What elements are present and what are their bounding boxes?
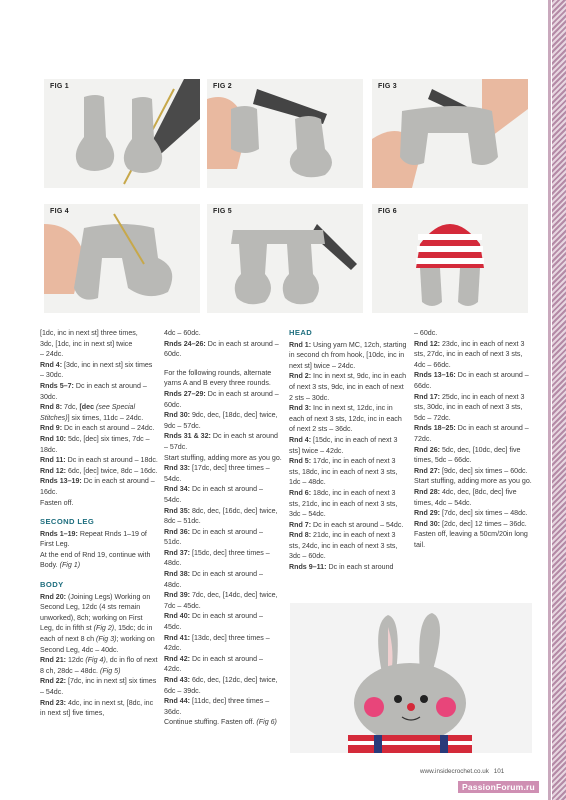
text-run: Rnds 13–16: (414, 371, 456, 380)
fig-label: FIG 2 (213, 83, 233, 90)
fig-1-photo (44, 79, 200, 188)
instruction (289, 340, 407, 372)
text-line: – 24dc. (40, 350, 64, 359)
text-run: Rnd 2: (289, 372, 312, 381)
fig-3-image (372, 79, 528, 188)
text-run: 5dc, [dec] six times, 7dc – 18dc. (40, 434, 150, 454)
text-run: Rnd 30: (414, 519, 441, 528)
text-run: Rnd 9: (40, 424, 63, 433)
text-run: [7dc, dec] six times – 48dc. (440, 509, 528, 518)
text-run: 6dc, [dec] twice, 8dc – 16dc. (66, 466, 158, 475)
text-run: 7dc, dec, [14dc, dec] twice, 7dc – 45dc. (164, 591, 278, 610)
text-run: Rnd 21: (40, 656, 67, 665)
text-run: Rnd 7: (289, 520, 312, 529)
text-run: Dc in each st around – 42dc. (164, 654, 263, 674)
text-run: Rnd 27: (414, 466, 441, 475)
text-run: (Fig 4) (85, 656, 106, 665)
text-run: Rnd 35: (164, 506, 191, 515)
text-run: Rnd 23: (40, 698, 67, 707)
instruction (164, 675, 282, 696)
text-run: Rnd 3: (289, 404, 312, 413)
text-run: ; working on Second Leg, 4dc – 40dc. (40, 635, 155, 654)
text-run: , dc in flo of next 8 ch, 28dc – 48dc. (40, 656, 158, 675)
section-heading-second-leg: SECOND LEG (40, 517, 95, 527)
instruction: For the following rounds, alternate yarns A and B every three rounds. (164, 368, 272, 388)
text-run: Rnd 28: (414, 487, 441, 496)
text-run: Rnds 13–19: (40, 477, 82, 486)
instruction (164, 389, 282, 410)
bunny-image (290, 603, 532, 753)
text-run: Dc in each st around – 48dc. (164, 570, 263, 589)
text-column-1 (40, 328, 158, 719)
instruction (40, 402, 158, 423)
instruction (289, 488, 407, 520)
instruction (40, 381, 158, 402)
instruction (289, 562, 407, 573)
instruction (40, 655, 158, 676)
watermark: PassionForum.ru (458, 781, 539, 793)
text-run: Continue stuffing. Fasten off. (164, 718, 257, 727)
instruction (164, 484, 282, 505)
fig-3-photo (372, 79, 528, 188)
text-line: 4dc – 60dc. (164, 329, 201, 337)
text-run: Rnds 27–29: (164, 389, 206, 398)
section-heading-head: HEAD (289, 328, 313, 337)
instruction (40, 529, 158, 550)
instruction (164, 527, 282, 548)
text-run: Rnd 37: (164, 548, 191, 557)
decorative-border (552, 0, 566, 800)
text-run: (Fig 1) (59, 561, 81, 570)
text-run: Dc in each st around – 54dc. (311, 520, 404, 529)
fig-5-image (207, 204, 363, 313)
fig-4-photo (44, 204, 200, 313)
instruction (164, 431, 282, 452)
instruction (164, 410, 282, 431)
fig-6-photo (372, 204, 528, 313)
instruction (289, 403, 407, 435)
text-run: Rnd 26: (414, 445, 441, 454)
text-run: Dc in each st around – 16dc. (40, 477, 155, 496)
text-run: Rnds 31 & 32: (164, 432, 211, 441)
instruction (414, 508, 532, 519)
text-run: Dc in each st around – 30dc. (40, 381, 147, 401)
text-run: 12dc (66, 656, 86, 665)
instruction (40, 455, 158, 466)
text-run: Rnd 5: (289, 457, 312, 466)
text-run: 21dc, inc in each of next 3 sts, 24dc, inc in each of next 3 sts, 3dc – 60dc. (289, 531, 398, 561)
fig-5-photo (207, 204, 363, 313)
instruction (164, 696, 282, 717)
instruction: Start stuffing, adding more as you go. (164, 453, 282, 462)
text-run: Inc in next st, 12dc, inc in each of next 3 sts, 12dc, inc in each of next 2 sts – 36dc. (289, 404, 402, 434)
text-run: Rnds 18–25: (414, 424, 456, 433)
text-line: – 60dc. (414, 329, 438, 337)
text-run: [17dc, dec] three times – 54dc. (164, 464, 270, 483)
text-run: Rnd 36: (164, 527, 191, 536)
text-run: Rnd 8: (289, 531, 312, 540)
text-line: 3dc, [1dc, inc in next st] twice (40, 339, 133, 348)
instruction (414, 423, 532, 444)
text-run: Dc in each st around – 57dc. (164, 432, 278, 451)
text-run: Using yarn MC, 12ch, starting in second ch from hook, [10dc, inc in next st] twice – 24dc. (289, 340, 407, 370)
instruction: Fasten off, leaving a 50cm/20in long tail. (414, 530, 528, 549)
fig-6-image (372, 204, 528, 313)
text-run: [3dc, inc in next st] six times – 30dc. (40, 360, 153, 380)
instruction (414, 339, 532, 371)
text-run: Rnd 22: (40, 677, 67, 686)
text-run: 17dc, inc in each of next 3 sts, 18dc, inc in each of next 3 sts, 1dc – 48dc. (289, 457, 398, 487)
text-run: Dc in each st around – 72dc. (414, 424, 529, 443)
instruction (164, 611, 282, 632)
text-run: Rnds 24–26: (164, 339, 206, 348)
text-run: (Fig 6) (256, 718, 277, 727)
text-run: Rnd 6: (289, 488, 312, 497)
text-run: 5dc, dec, [10dc, dec] five times, 5dc – 66dc. (414, 445, 521, 465)
fig-2-image (207, 79, 363, 188)
text-run: Rnd 8: (40, 403, 63, 412)
instruction (40, 423, 158, 434)
section-heading-body: BODY (40, 580, 64, 590)
fig-label: FIG 3 (378, 83, 398, 90)
instruction (164, 569, 282, 590)
instruction (164, 590, 282, 611)
instruction (289, 435, 407, 456)
text-run: Rnds 5–7: (40, 381, 74, 390)
text-run: 18dc, inc in each of next 3 sts, 21dc, inc in each of next 3 sts, 3dc – 54dc. (289, 488, 398, 519)
instruction (164, 506, 282, 527)
fig-2-photo (207, 79, 363, 188)
instruction (40, 592, 158, 656)
text-run: Rnd 12: (414, 339, 441, 348)
instruction (414, 487, 532, 508)
text-run: Rnd 20: (40, 592, 67, 601)
text-run: Rnd 39: (164, 591, 191, 600)
text-run: 8dc, dec, [16dc, dec] twice, 8dc – 51dc. (164, 506, 278, 526)
instruction: Fasten off. (40, 498, 74, 507)
text-run: Rnds 1–19: (40, 529, 78, 538)
page-footer (420, 768, 504, 775)
text-column-3 (289, 328, 407, 573)
text-run: [15dc, inc in each of next 3 sts] twice – 42dc. (289, 435, 398, 455)
instruction (414, 370, 532, 391)
text-run: Dc in each st around – 60dc. (164, 389, 279, 409)
text-run: Dc in each st around – 60dc. (164, 339, 279, 359)
text-run: (see Special Stitches) (40, 403, 136, 422)
text-run: Inc in next st, 9dc, inc in each of next 3 sts, 9dc, inc in each of next 2 sts – 30dc. (289, 372, 407, 402)
text-run: Rnd 41: (164, 633, 191, 642)
text-run: Rnd 10: (40, 434, 67, 443)
site-url: www.insidecrochet.co.uk (420, 768, 489, 775)
text-run: Rnd 17: (414, 392, 441, 401)
text-run: At the end of Rnd 19, continue with Body. (40, 550, 151, 570)
text-run: (Fig 2) (93, 624, 115, 633)
text-run: (Fig 5) (99, 666, 121, 675)
text-run: [15dc, dec] three times – 48dc. (164, 548, 270, 568)
fig-4-image (44, 204, 200, 313)
fig-1-image (44, 79, 200, 188)
text-run: (Joining Legs) Working on Second Leg, 12dc (4 sts remain unworked), 8ch; working on First Leg, dc in fifth st (40, 592, 151, 633)
instruction (414, 466, 532, 477)
instruction (414, 392, 532, 424)
text-column-4 (414, 328, 532, 550)
instruction (164, 339, 282, 360)
instruction (414, 519, 532, 530)
instruction (40, 466, 158, 477)
instruction (40, 434, 158, 455)
text-run: Rnd 4: (289, 435, 312, 444)
instruction (289, 530, 407, 562)
text-run: Dc in each st around – 66dc. (414, 371, 529, 390)
text-run: Dc in each st around – 18dc. (65, 456, 158, 465)
instruction (289, 371, 407, 403)
text-run: Rnds 9–11: (289, 563, 327, 572)
text-run: 4dc, dec, [8dc, dec] five times, 4dc – 54dc. (414, 487, 517, 507)
text-run: Rnd 44: (164, 697, 191, 706)
text-run: Dc in each st around (326, 563, 394, 572)
fig-label: FIG 5 (213, 208, 233, 215)
text-run: [13dc, dec] three times – 42dc. (164, 633, 270, 653)
bunny-photo (290, 603, 532, 753)
instruction (164, 463, 282, 484)
text-run: Rnd 38: (164, 570, 191, 579)
text-run: [9dc, dec] six times – 60dc. (440, 466, 528, 475)
instruction (40, 698, 158, 719)
text-run: Rnd 4: (40, 360, 63, 369)
text-run: 25dc, inc in each of next 3 sts, 30dc, inc in each of next 3 sts, 5dc – 72dc. (414, 392, 525, 422)
text-run: ] six times, 11dc – 24dc. (67, 413, 144, 422)
text-run: Dc in each st around – 54dc. (164, 485, 263, 504)
instruction (40, 550, 158, 571)
text-run: , 15dc; dc in each of next 8 ch (40, 624, 153, 644)
text-run: [2dc, dec] 12 times – 36dc. (440, 519, 527, 528)
instruction (289, 456, 407, 488)
instruction (164, 548, 282, 569)
text-run: Rnd 43: (164, 676, 191, 684)
text-run: Rnd 30: (164, 411, 191, 420)
text-run: Rnd 29: (414, 509, 441, 518)
text-run: Rnd 1: (289, 340, 312, 349)
text-run: Dc in each st around – 24dc. (62, 424, 155, 433)
fig-label: FIG 6 (378, 208, 398, 215)
instruction (289, 520, 407, 531)
text-run: 6dc, dec, [12dc, dec] twice, 6dc – 39dc. (164, 676, 278, 695)
text-run: 7dc, (62, 403, 80, 412)
text-run: Rnd 34: (164, 485, 191, 494)
instruction (164, 717, 282, 728)
instruction (40, 676, 158, 697)
text-run: Rnd 12: (40, 466, 67, 475)
text-run: Rnd 33: (164, 464, 191, 473)
text-run: 23dc, inc in each of next 3 sts, 27dc, inc in each of next 3 sts, 4dc – 66dc. (414, 339, 525, 369)
text-run: Dc in each st around – 45dc. (164, 612, 263, 632)
page-number: 101 (493, 768, 505, 775)
instruction (414, 445, 532, 466)
text-line: [1dc, inc in next st] three times, (40, 329, 138, 337)
text-run: 4dc, inc in next st, [8dc, inc in next st] five times, (40, 698, 154, 718)
text-run: [11dc, dec] three times – 36dc. (164, 697, 270, 716)
text-run: Rnd 40: (164, 612, 191, 621)
instruction: Start stuffing, adding more as you go. (414, 477, 532, 486)
text-run: [dec (79, 403, 96, 412)
fig-label: FIG 4 (50, 208, 70, 215)
fig-label: FIG 1 (50, 83, 70, 90)
text-column-2 (164, 328, 282, 728)
text-run: 9dc, dec, [18dc, dec] twice, 9dc – 57dc. (164, 411, 278, 430)
text-run: Repeat Rnds 1–19 of First Leg. (40, 529, 147, 549)
text-run: Rnd 42: (164, 654, 191, 663)
instruction (164, 654, 282, 675)
instruction (40, 360, 158, 381)
text-run: Rnd 11: (40, 456, 66, 465)
text-run: Dc in each st around – 51dc. (164, 527, 263, 547)
instruction (164, 633, 282, 654)
text-run: [7dc, inc in next st] six times – 54dc. (40, 677, 157, 696)
text-run: (Fig 3) (96, 635, 117, 644)
instruction (40, 476, 158, 497)
